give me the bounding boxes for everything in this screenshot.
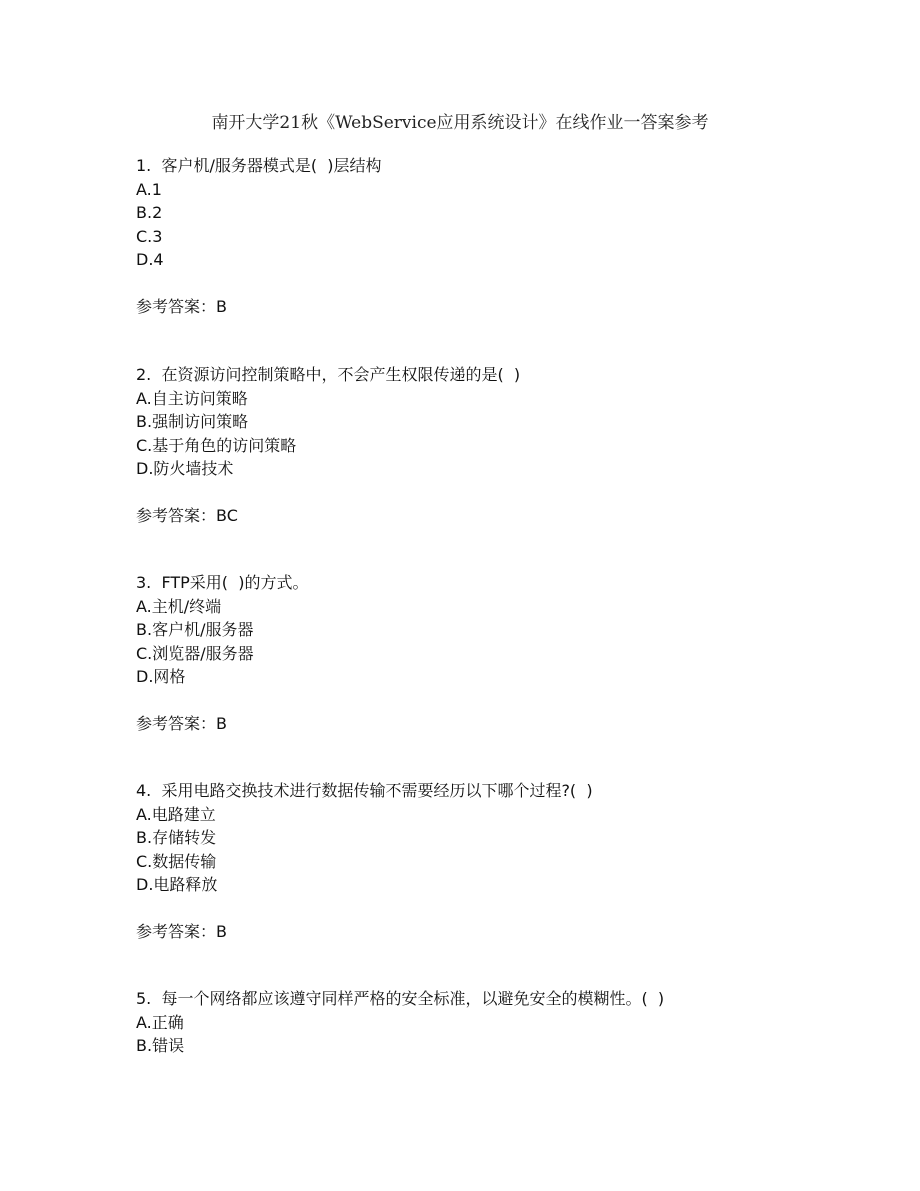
option-a: A.电路建立 <box>136 804 216 824</box>
question-4 <box>136 779 593 944</box>
question-5 <box>136 987 664 1058</box>
reference-answer <box>136 712 308 736</box>
answer-value: B <box>216 922 227 941</box>
question-2 <box>136 363 520 528</box>
option-c: C.基于角色的访问策略 <box>136 435 297 455</box>
reference-answer <box>136 920 593 944</box>
question-text: 5. 每一个网络都应该遵守同样严格的安全标准，以避免安全的模糊性。( ) <box>136 989 665 1008</box>
document-title: 南开大学21秋《WebService应用系统设计》在线作业一答案参考 <box>211 113 709 133</box>
option-c: C.数据传输 <box>136 851 217 871</box>
option-b: B.错误 <box>136 1036 185 1055</box>
question-text: 3. FTP采用( )的方式。 <box>136 573 309 592</box>
answer-value: BC <box>216 506 238 525</box>
question-text: 4. 采用电路交换技术进行数据传输不需要经历以下哪个过程?( ) <box>136 781 593 800</box>
option-b: B.存储转发 <box>136 828 217 847</box>
option-a: A.自主访问策略 <box>136 388 248 408</box>
reference-answer <box>136 295 382 319</box>
option-d: D.4 <box>136 250 164 269</box>
option-c: C.浏览器/服务器 <box>136 643 254 663</box>
question-text: 1. 客户机/服务器模式是( )层结构 <box>136 156 382 175</box>
option-a: A.正确 <box>136 1012 184 1032</box>
option-c: C.3 <box>136 226 163 246</box>
answer-label: 参考答案： <box>136 922 217 941</box>
option-b: B.2 <box>136 203 163 222</box>
option-a: A.1 <box>136 179 162 199</box>
option-d: D.网格 <box>136 667 186 686</box>
option-b: B.强制访问策略 <box>136 412 249 431</box>
answer-value: B <box>216 714 227 733</box>
question-text: 2. 在资源访问控制策略中，不会产生权限传递的是( ) <box>136 365 521 384</box>
answer-label: 参考答案： <box>136 714 217 733</box>
question-3 <box>136 571 308 736</box>
option-d: D.防火墙技术 <box>136 459 234 478</box>
answer-label: 参考答案： <box>136 297 217 316</box>
answer-label: 参考答案： <box>136 506 217 525</box>
answer-value: B <box>216 297 227 316</box>
reference-answer <box>136 504 520 528</box>
question-1 <box>136 154 382 319</box>
option-a: A.主机/终端 <box>136 596 222 616</box>
option-b: B.客户机/服务器 <box>136 620 254 639</box>
option-d: D.电路释放 <box>136 875 218 894</box>
